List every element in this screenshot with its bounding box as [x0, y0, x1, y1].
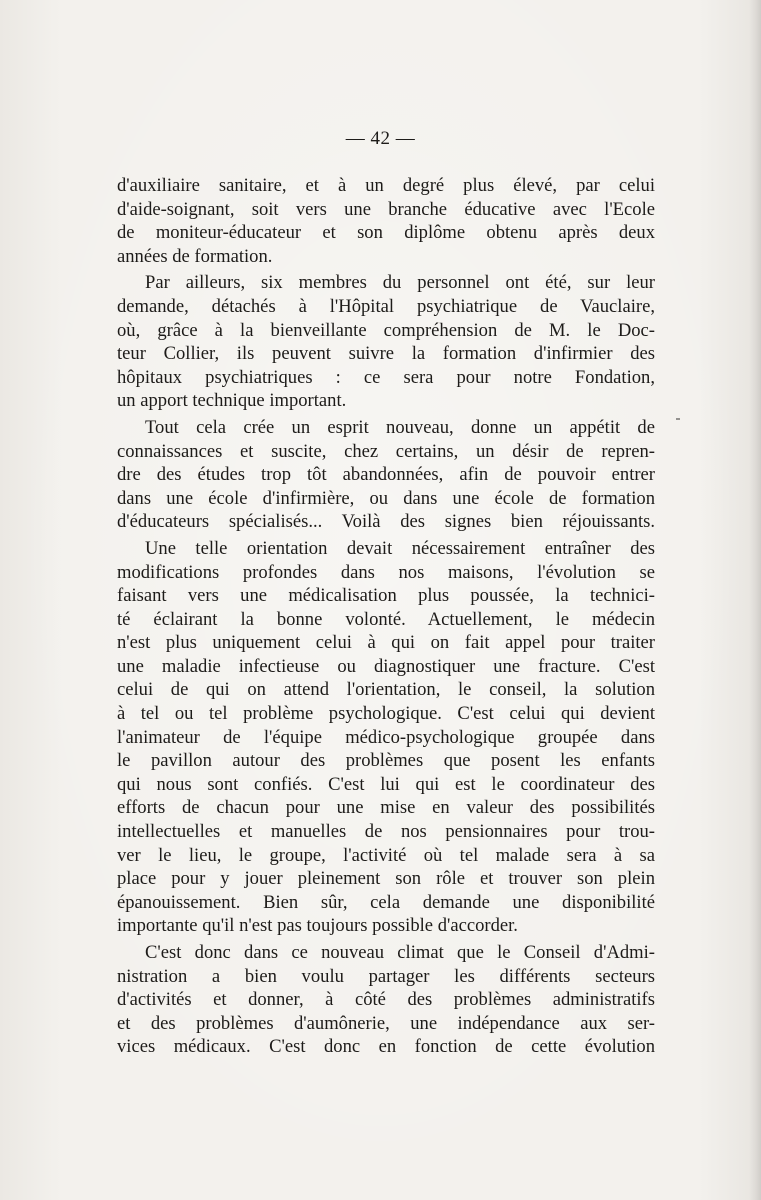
text-line: années de formation. [117, 245, 273, 267]
paragraph-2 [117, 271, 655, 413]
page-number: — 42 — [345, 128, 416, 149]
text-line: vices médicaux. C'est donc en fonction de cette évolution [117, 1036, 655, 1058]
text-line: Une telle orientation devait nécessairement entraîner des [145, 537, 655, 559]
text-line: té éclairant la bonne volonté. Actuellement, le médecin [117, 608, 655, 630]
text-line: modifications profondes dans nos maisons, l'évolution se [117, 561, 655, 583]
text-line: teur Collier, ils peuvent suivre la formation d'infirmier des [117, 343, 655, 365]
text-line: d'activités et donner, à côté des problèmes administratifs [117, 989, 655, 1011]
text-line: le pavillon autour des problèmes que posent les enfants [117, 750, 655, 772]
page-edge-shadow [749, 0, 761, 1200]
text-line: d'aide-soignant, soit vers une branche éducative avec l'Ecole [117, 198, 655, 220]
paragraph-5 [117, 941, 655, 1059]
text-line: n'est plus uniquement celui à qui on fait appel pour traiter [117, 632, 655, 654]
text-line: d'éducateurs spécialisés... Voilà des signes bien réjouissants. [117, 511, 655, 533]
text-line: qui nous sont confiés. C'est lui qui est le coordinateur des [117, 773, 655, 795]
text-line: une maladie infectieuse ou diagnostiquer une fracture. C'est [117, 655, 655, 677]
text-line: où, grâce à la bienveillante compréhension de M. le Doc- [117, 319, 655, 341]
text-line: nistration a bien voulu partager les différents secteurs [117, 965, 655, 987]
text-line: hôpitaux psychiatriques : ce sera pour notre Fondation, [117, 366, 655, 388]
paragraph-1 [117, 174, 655, 268]
text-line: Tout cela crée un esprit nouveau, donne un appétit de [145, 416, 655, 438]
text-line: C'est donc dans ce nouveau climat que le Conseil d'Admi- [145, 942, 655, 963]
text-line: faisant vers une médicalisation plus poussée, la technici- [117, 585, 655, 607]
text-line: demande, détachés à l'Hôpital psychiatrique de Vauclaire, [117, 295, 655, 317]
text-line: d'auxiliaire sanitaire, et à un degré plus élevé, par celui [117, 175, 655, 196]
text-line: celui de qui on attend l'orientation, le conseil, la solution [117, 679, 655, 701]
text-line: dans une école d'infirmière, ou dans une école de formation [117, 487, 655, 509]
text-line: à tel ou tel problème psychologique. C'est celui qui devient [117, 703, 655, 725]
text-line: et des problèmes d'aumônerie, une indépendance aux ser- [117, 1012, 655, 1034]
text-line: place pour y jouer pleinement son rôle et trouver son plein [117, 868, 655, 890]
text-line: épanouissement. Bien sûr, cela demande une disponibilité [117, 891, 655, 913]
text-line: connaissances et suscite, chez certains, un désir de repren- [117, 440, 655, 462]
text-line: dre des études trop tôt abandonnées, afin de pouvoir entrer [117, 464, 655, 486]
text-line: l'animateur de l'équipe médico-psychologique groupée dans [117, 726, 655, 748]
text-line: importante qu'il n'est pas toujours possible d'accorder. [117, 915, 518, 937]
text-line: un apport technique important. [117, 390, 347, 412]
body-text [117, 174, 655, 1059]
paragraph-3 [117, 416, 655, 534]
paragraph-4 [117, 537, 655, 938]
text-line: intellectuelles et manuelles de nos pensionnaires pour trou- [117, 821, 655, 843]
text-line: ver le lieu, le groupe, l'activité où tel malade sera à sa [117, 844, 655, 866]
text-line: efforts de chacun pour une mise en valeur des possibilités [117, 797, 655, 819]
text-line: Par ailleurs, six membres du personnel ont été, sur leur [145, 272, 655, 294]
text-line: de moniteur-éducateur et son diplôme obtenu après deux [117, 222, 655, 244]
margin-mark [676, 418, 680, 420]
